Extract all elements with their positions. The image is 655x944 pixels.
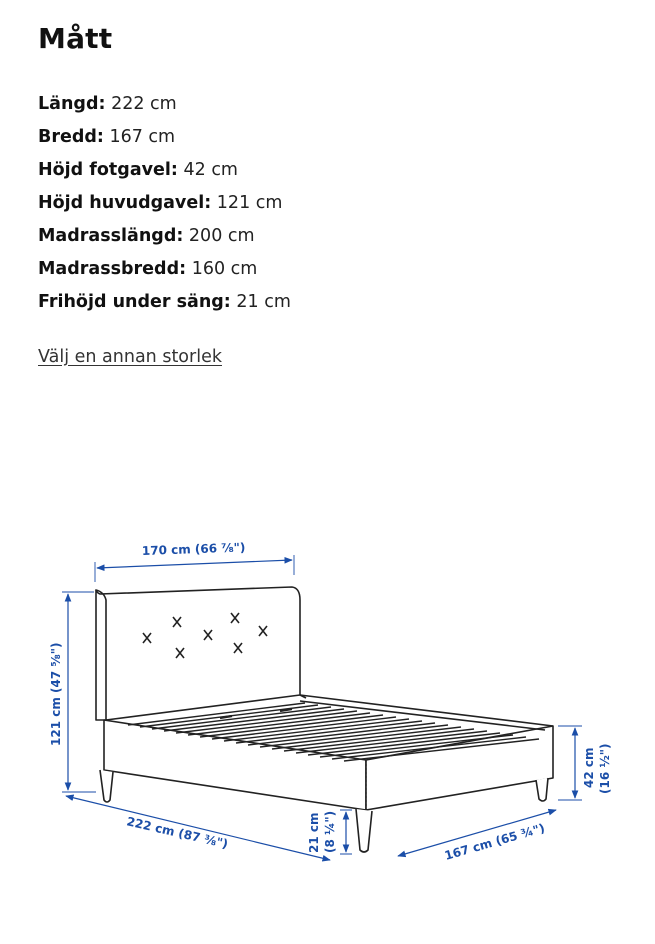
spec-label: Bredd: xyxy=(38,127,104,147)
spec-mattress-length xyxy=(38,220,291,253)
spec-value: 222 cm xyxy=(111,94,177,114)
spec-label: Höjd huvudgavel: xyxy=(38,193,212,213)
dim-foot-height-in-label: (16 ½") xyxy=(598,743,612,794)
spec-footboard-height xyxy=(38,154,291,187)
dim-clearance-cm-label: 21 cm xyxy=(307,812,321,853)
dim-width-top-label: 170 cm (66 ⅞") xyxy=(141,540,246,558)
spec-value: 121 cm xyxy=(216,193,283,213)
bed-dimension-diagram xyxy=(0,520,655,900)
spec-headboard-height xyxy=(38,187,291,220)
choose-other-size-link[interactable]: Välj en annan storlek xyxy=(38,347,222,367)
spec-value: 160 cm xyxy=(191,259,258,279)
dim-width-bottom-label: 167 cm (65 ¾") xyxy=(442,820,547,863)
spec-value: 200 cm xyxy=(188,226,255,246)
spec-under-bed-clearance xyxy=(38,286,291,319)
dimension-list xyxy=(38,88,291,319)
dim-clearance-in-label: (8 ¼") xyxy=(323,810,337,853)
dim-length-label: 222 cm (87 ⅜") xyxy=(125,814,230,852)
dim-head-height-label: 121 cm (47 ⅝") xyxy=(49,642,63,746)
spec-label: Madrassbredd: xyxy=(38,259,187,279)
spec-label: Längd: xyxy=(38,94,106,114)
spec-label: Frihöjd under säng: xyxy=(38,292,231,312)
spec-label: Madrasslängd: xyxy=(38,226,184,246)
spec-width xyxy=(38,121,291,154)
spec-length xyxy=(38,88,291,121)
page-title: Mått xyxy=(38,22,113,55)
spec-label: Höjd fotgavel: xyxy=(38,160,178,180)
spec-value: 167 cm xyxy=(109,127,176,147)
spec-value: 21 cm xyxy=(236,292,291,312)
spec-mattress-width xyxy=(38,253,291,286)
dim-foot-height-cm-label: 42 cm xyxy=(582,747,596,788)
spec-value: 42 cm xyxy=(183,160,238,180)
